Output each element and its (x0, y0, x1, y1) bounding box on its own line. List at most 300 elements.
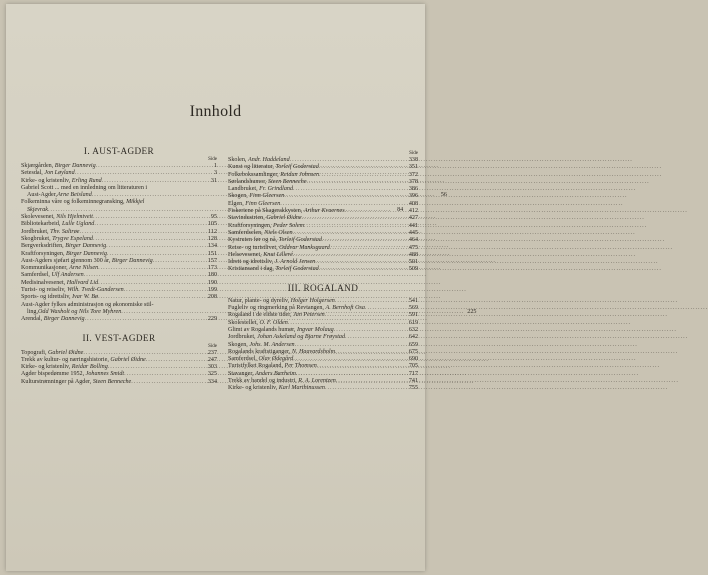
entry-text (228, 193, 284, 200)
entry-text (228, 266, 319, 273)
entry-author: Jon Løyland (44, 170, 75, 177)
entry-text (21, 357, 146, 364)
toc-entry[interactable] (228, 237, 418, 244)
entry-text (228, 245, 330, 252)
entry-author: Finn Gleersen (249, 193, 285, 200)
side-label: Side (208, 157, 217, 162)
entry-title: Natur, plante- og dyreliv, (228, 297, 291, 304)
entry-page: 741 (408, 378, 418, 385)
entry-title: Turist- og reiseliv, (21, 287, 68, 294)
leader-dots (325, 385, 405, 392)
entry-page: 501 (408, 259, 418, 266)
entry-text (228, 208, 345, 215)
leader-dots (98, 265, 204, 272)
entry-text (228, 305, 365, 312)
leader-dots (93, 214, 204, 221)
entry-author: Johs. M. Andersen (249, 341, 295, 348)
entry-title: Trekk av kultur- og næringshistorie, (21, 356, 111, 363)
entry-author-cont: Skjevrak (27, 206, 48, 213)
toc-entry[interactable] (21, 258, 217, 265)
entry-page: 396 (408, 193, 418, 200)
entry-author: Finn Gleersen (245, 200, 281, 207)
leader-dots (280, 201, 405, 208)
entry-title: Elgen, (228, 200, 246, 207)
toc-entry[interactable] (21, 371, 217, 378)
entry-author: Trygve Espeland (52, 235, 93, 242)
toc-entry[interactable] (21, 214, 217, 221)
leader-dots (306, 179, 405, 186)
leader-dots (79, 229, 204, 236)
entry-page: 105 (207, 221, 217, 228)
entry-page: 386 (408, 186, 418, 193)
toc-entry[interactable] (228, 363, 418, 370)
entry-text (228, 252, 293, 259)
toc-entry[interactable] (21, 316, 217, 323)
entry-page: 225 (467, 308, 477, 315)
section-heading-vest-agder: II. VEST-AGDER (82, 332, 156, 343)
entry-title-cont: Aust-Agder, (27, 192, 58, 199)
leader-dots (365, 305, 405, 312)
toc-entry[interactable] (21, 357, 217, 364)
entry-author: Birger Dannevig (65, 243, 107, 250)
entry-author: R. A. Lorentzen (298, 378, 336, 385)
entry-title: Kunst og litteratur, (228, 164, 276, 171)
entry-text (21, 163, 96, 170)
entry-title: Aust-Agder fylkes administrasjon og økonomiske stil- (21, 301, 154, 308)
toc-entry[interactable] (228, 186, 418, 193)
entry-author: Peder Solem (273, 222, 304, 229)
leader-dots (296, 371, 405, 378)
vest-agder-continued-list (228, 157, 418, 274)
entry-text (21, 251, 107, 258)
leader-dots (83, 350, 204, 357)
entry-text (228, 215, 302, 222)
toc-entry[interactable] (21, 294, 217, 301)
entry-author: Wilh. Tvedt-Gundersen (67, 287, 124, 294)
entry-page: 591 (408, 312, 418, 319)
entry-author: Jan Petersen (293, 312, 325, 319)
entry-text (228, 312, 325, 319)
entry-title: Skolestellet, (228, 319, 260, 326)
leader-dots (334, 327, 405, 334)
entry-page: 569 (408, 305, 418, 312)
toc-entry[interactable] (228, 334, 418, 341)
entry-page: 541 (408, 297, 418, 304)
entry-text (228, 179, 306, 186)
toc-entry[interactable] (21, 221, 217, 228)
entry-title: Skogbruket, (21, 235, 53, 242)
right-column (228, 145, 418, 393)
entry-page: 95 (210, 214, 217, 221)
entry-author: Torleif Goderstad (275, 266, 319, 273)
entry-text (228, 371, 296, 378)
entry-author: Oddvar Munksgaard (279, 244, 330, 251)
entry-title: Arendal, (21, 316, 44, 323)
entry-author: Nils Hjelmtveit (56, 214, 93, 221)
leader-dots (293, 186, 405, 193)
toc-entry[interactable] (228, 164, 418, 171)
leader-dots (304, 223, 405, 230)
entry-page: 180 (207, 272, 217, 279)
entry-author: Anders Bærheim (255, 370, 296, 377)
entry-text (228, 201, 280, 208)
leader-dots (319, 164, 405, 171)
entry-page: 56 (440, 192, 447, 199)
entry-title: Gabriel Scott ... med en innledning om litteraturen i (21, 184, 148, 191)
entry-author: J. Arnold Jensen (274, 259, 316, 266)
entry-text (21, 294, 98, 301)
entry-author: Gabriel Øidne (110, 356, 146, 363)
entry-author: Lulle Ugland (61, 221, 95, 228)
section-heading-aust-agder: I. AUST-AGDER (83, 146, 155, 156)
entry-author: Arne Nilsen (69, 265, 99, 272)
leader-dots (102, 178, 204, 185)
entry-text (228, 186, 293, 193)
entry-title: Fiskeriene på Skagerakkysten, (228, 208, 304, 215)
entry-page: 128 (207, 235, 217, 242)
entry-page: 717 (408, 370, 418, 377)
entry-title: Skjærgården, (21, 163, 55, 169)
entry-title: Folkeminna våre og folkeminnegransking, (21, 199, 127, 206)
toc-entry[interactable] (21, 229, 217, 236)
leader-dots (146, 357, 204, 364)
entry-author: Gabriel Øidne (266, 215, 302, 222)
entry-text (228, 298, 335, 305)
entry-title: Samferdsel, (228, 356, 259, 363)
entry-author: Arthur Kvaernes (303, 208, 345, 215)
entry-text (21, 280, 98, 287)
entry-page: 3 (213, 170, 217, 177)
entry-text (21, 229, 79, 236)
entry-page: 642 (408, 334, 418, 341)
leader-dots (322, 237, 405, 244)
leader-dots (85, 316, 204, 323)
entry-title: Bibliotekarbeid, (21, 221, 62, 228)
side-label-vest: Side (208, 343, 217, 349)
entry-text (21, 350, 83, 357)
leader-dots (98, 294, 204, 301)
entry-page: 151 (207, 250, 217, 257)
entry-title: Sørlandshumor, (228, 178, 269, 185)
toc-entry[interactable] (21, 379, 217, 386)
entry-author: Olav Ødegård (258, 356, 294, 363)
section-heading-rogaland: III. ROGALAND (287, 282, 359, 293)
leader-dots (336, 378, 405, 385)
entry-title: Glimt av Rogalands humør, (228, 326, 297, 333)
toc-entry[interactable] (228, 312, 418, 319)
leader-dots (345, 208, 405, 215)
toc-entry[interactable] (228, 266, 418, 273)
entry-title: Rogalands kraftstiganger, (228, 348, 292, 355)
entry-page: 619 (408, 319, 418, 326)
entry-title: Kristiansand i dag, (228, 266, 276, 273)
entry-text (21, 364, 108, 371)
entry-text (228, 320, 288, 327)
leader-dots (124, 371, 204, 378)
entry-author: Karl Marthinussen (278, 385, 325, 392)
toc-entry[interactable] (228, 223, 418, 230)
entry-author: Knut Lilleré (263, 251, 293, 258)
entry-author: Ulf Andersen (51, 272, 84, 279)
toc-entry[interactable] (228, 298, 418, 305)
leader-dots (302, 215, 405, 222)
toc-entry[interactable] (21, 272, 217, 279)
entry-title: Kraftforsyningen, (21, 250, 67, 257)
entry-title: Skogen, (228, 193, 250, 200)
toc-entry[interactable] (228, 327, 418, 334)
leader-dots (131, 379, 204, 386)
entry-author: Holger Holgersen (290, 297, 335, 304)
entry-title: Samferdselen, (228, 229, 265, 236)
entry-page: 659 (408, 341, 418, 348)
toc-entry[interactable] (228, 201, 418, 208)
leader-dots (96, 163, 204, 170)
toc-entry[interactable] (228, 172, 418, 179)
entry-author: Odd Waxholt og Nils Tore Myhren (38, 308, 122, 315)
leader-dots (295, 342, 405, 349)
toc-entry[interactable] (228, 179, 418, 186)
entry-page: 229 (207, 316, 217, 323)
entry-title: Samferdsel, (21, 272, 52, 279)
entry-page: 157 (207, 257, 217, 264)
entry-text (21, 243, 106, 250)
entry-title: Stavanger, (228, 370, 256, 377)
leader-dots (108, 364, 204, 371)
entry-page: 488 (408, 251, 418, 258)
entry-page: 112 (208, 228, 217, 235)
entry-title: Skolevesenet, (21, 214, 57, 221)
entry-page: 509 (408, 266, 418, 273)
toc-entry[interactable] (21, 287, 217, 294)
entry-author: Ingvar Molaug (296, 326, 334, 333)
entry-author: Ivar W. Bø (72, 294, 99, 301)
entry-page: 134 (207, 243, 217, 250)
toc-entry[interactable] (228, 385, 418, 392)
entry-title: Idrett og idrettsliv, (228, 259, 275, 266)
entry-title: Turistfylket Rogaland, (228, 363, 285, 370)
entry-text (228, 378, 336, 385)
entry-title: Agder bispedømme 1952, (21, 371, 86, 378)
entry-author: Steen Benneche (92, 378, 132, 385)
leader-dots (315, 259, 405, 266)
entry-title: Jordbruket, (21, 228, 51, 235)
entry-page: 445 (408, 229, 418, 236)
entry-page: 208 (207, 294, 217, 301)
entry-author: Thv. Saltrøe (50, 228, 80, 235)
toc-entry[interactable] (228, 342, 418, 349)
entry-title: Kraftforsyningen, (228, 222, 274, 229)
entry-text (228, 363, 317, 370)
entry-page: 338 (408, 157, 418, 163)
entry-title: Kirke- og kristenliv, (21, 364, 72, 371)
toc-entry[interactable] (228, 215, 418, 222)
entry-title: Helsevesenet, (228, 251, 264, 258)
leader-dots (335, 298, 405, 305)
entry-text (228, 223, 304, 230)
toc-entry[interactable] (228, 193, 418, 200)
entry-author: Per Thomsen (284, 363, 317, 370)
entry-page: 412 (408, 208, 418, 215)
entry-author: Fr. Grindland (259, 186, 293, 193)
toc-entry[interactable] (228, 208, 418, 215)
leader-dots (284, 193, 405, 200)
rogaland-list (228, 298, 418, 393)
toc-entry[interactable] (228, 252, 418, 259)
entry-title: Kulturstrømninger på Agder, (21, 378, 93, 385)
entry-author: Arne Beisland (57, 192, 92, 199)
toc-entry[interactable] (21, 350, 217, 357)
toc-entry[interactable] (21, 170, 217, 177)
entry-title: Kystruten før og nå, (228, 237, 279, 244)
entry-title: Reise- og turistlivet, (228, 244, 280, 251)
entry-text (228, 385, 325, 392)
entry-page: 705 (408, 363, 418, 370)
entry-page: 351 (408, 164, 418, 171)
entry-page: 237 (207, 349, 217, 356)
entry-author: Birger Dannevig (43, 316, 85, 323)
entry-title: Kommunikasjoner, (21, 265, 70, 272)
leader-dots (106, 243, 204, 250)
leader-dots (288, 320, 405, 327)
entry-title: Sports- og idrettsliv, (21, 294, 73, 301)
entry-title: Bergverksdriften, (21, 243, 66, 250)
entry-title: Fugleliv og ringmerking på Revtangen, (228, 305, 326, 312)
entry-text (21, 272, 84, 279)
leader-dots (93, 236, 204, 243)
entry-page: 247 (207, 356, 217, 363)
entry-page: 325 (207, 371, 217, 378)
leader-dots (94, 221, 204, 228)
leader-dots (98, 280, 204, 287)
leader-dots (319, 266, 405, 273)
entry-text (21, 371, 124, 378)
entry-title-cont: ling, (27, 308, 39, 315)
entry-page: 334 (207, 378, 217, 385)
entry-title: Topografi, (21, 349, 48, 356)
entry-author: Gabriel Øidne (48, 349, 84, 356)
leader-dots (319, 172, 405, 179)
toc-entry[interactable] (228, 245, 418, 252)
entry-title: Kirke- og kristenliv, (21, 177, 72, 184)
toc-entry[interactable] (228, 320, 418, 327)
leader-dots (84, 272, 204, 279)
entry-page: 199 (207, 287, 217, 294)
entry-author: N. Haavardsholm (291, 348, 336, 355)
entry-author: A. Bernhoft Osa (325, 305, 365, 312)
entry-title: Medisinalvesenet, (21, 279, 67, 286)
entry-text (21, 170, 75, 177)
entry-text (21, 379, 131, 386)
entry-text (228, 334, 345, 341)
entry-author: Torleif Goderstad (275, 164, 319, 171)
toc-entry[interactable] (21, 243, 217, 250)
entry-text (228, 342, 295, 349)
entry-author: Johannes Smidt (85, 371, 125, 378)
entry-author: Johan Askeland og Bjarne Frøystad (257, 334, 346, 341)
entry-author: Hallvard Lid (66, 279, 99, 286)
entry-page: 31 (210, 177, 217, 184)
entry-author: Niels Olsen (264, 229, 293, 236)
entry-author: Birger Dannevig (54, 163, 96, 169)
entry-text (228, 327, 334, 334)
leader-dots (317, 363, 405, 370)
entry-page: 690 (408, 356, 418, 363)
entry-page: 408 (408, 200, 418, 207)
entry-page: 632 (408, 326, 418, 333)
entry-author: Reidar Bolling (71, 364, 108, 371)
leader-dots (345, 334, 405, 341)
entry-text (21, 316, 85, 323)
entry-title: Kirke- og kristenliv, (228, 385, 279, 392)
entry-page: 372 (408, 171, 418, 178)
leader-dots (293, 252, 405, 259)
entry-page: 303 (207, 364, 217, 371)
leader-dots (153, 258, 204, 265)
entry-text (21, 221, 94, 228)
entry-text (21, 214, 93, 221)
entry-author: Steen Benneche (268, 178, 307, 185)
entry-text (228, 172, 319, 179)
entry-text (21, 287, 124, 294)
entry-author: Erling Rund (71, 177, 102, 184)
entry-title: Rogaland i de eldste tider, (228, 312, 294, 319)
leader-dots (75, 170, 204, 177)
entry-author: Torleif Goderstad (278, 237, 322, 244)
entry-author: Reidun Johnsen (280, 171, 319, 178)
vest-agder-list (21, 350, 217, 386)
entry-title: Aust-Agders sjøfart gjennom 300 år, (21, 257, 112, 264)
entry-page: 475 (408, 244, 418, 251)
entry-title: Skolen, (228, 157, 248, 163)
entry-author: Mikkjel (126, 199, 145, 206)
toc-entry[interactable] (228, 305, 418, 312)
entry-author: Birger Dannevig (66, 250, 107, 257)
leader-dots (325, 312, 405, 319)
toc-entry[interactable] (21, 251, 217, 258)
entry-author: Andr. Haddeland (247, 157, 290, 163)
page-title: Innhold (189, 103, 242, 120)
entry-page: 84 (397, 206, 404, 213)
entry-title: Trekk av handel og industri, (228, 378, 299, 385)
toc-entry[interactable] (228, 378, 418, 385)
entry-page: 464 (408, 237, 418, 244)
entry-page: 755 (408, 385, 418, 392)
entry-page: 427 (408, 215, 418, 222)
entry-page: 1 (213, 163, 217, 169)
toc-entry[interactable] (21, 163, 217, 170)
toc-entry[interactable] (228, 371, 418, 378)
entry-text (228, 237, 322, 244)
entry-title: Jordbruket, (228, 334, 258, 341)
entry-page: 675 (408, 348, 418, 355)
toc-entry[interactable] (21, 178, 217, 185)
entry-page: 173 (207, 265, 217, 272)
entry-page: 441 (408, 222, 418, 229)
entry-title: Folkebokssamlinger, (228, 171, 281, 178)
side-label-right: Side (409, 151, 418, 156)
leader-dots (124, 287, 204, 294)
toc-entry[interactable] (21, 280, 217, 287)
leader-dots (335, 349, 405, 356)
entry-title: Skogen, (228, 341, 250, 348)
entry-author: O. F. Olden (259, 319, 288, 326)
entry-title: Stavindustrien, (228, 215, 267, 222)
entry-text (228, 164, 319, 171)
entry-title: Landbruket, (228, 186, 260, 193)
entry-title: Setesdal, (21, 170, 45, 177)
entry-text (21, 178, 102, 185)
toc-entry[interactable] (21, 364, 217, 371)
